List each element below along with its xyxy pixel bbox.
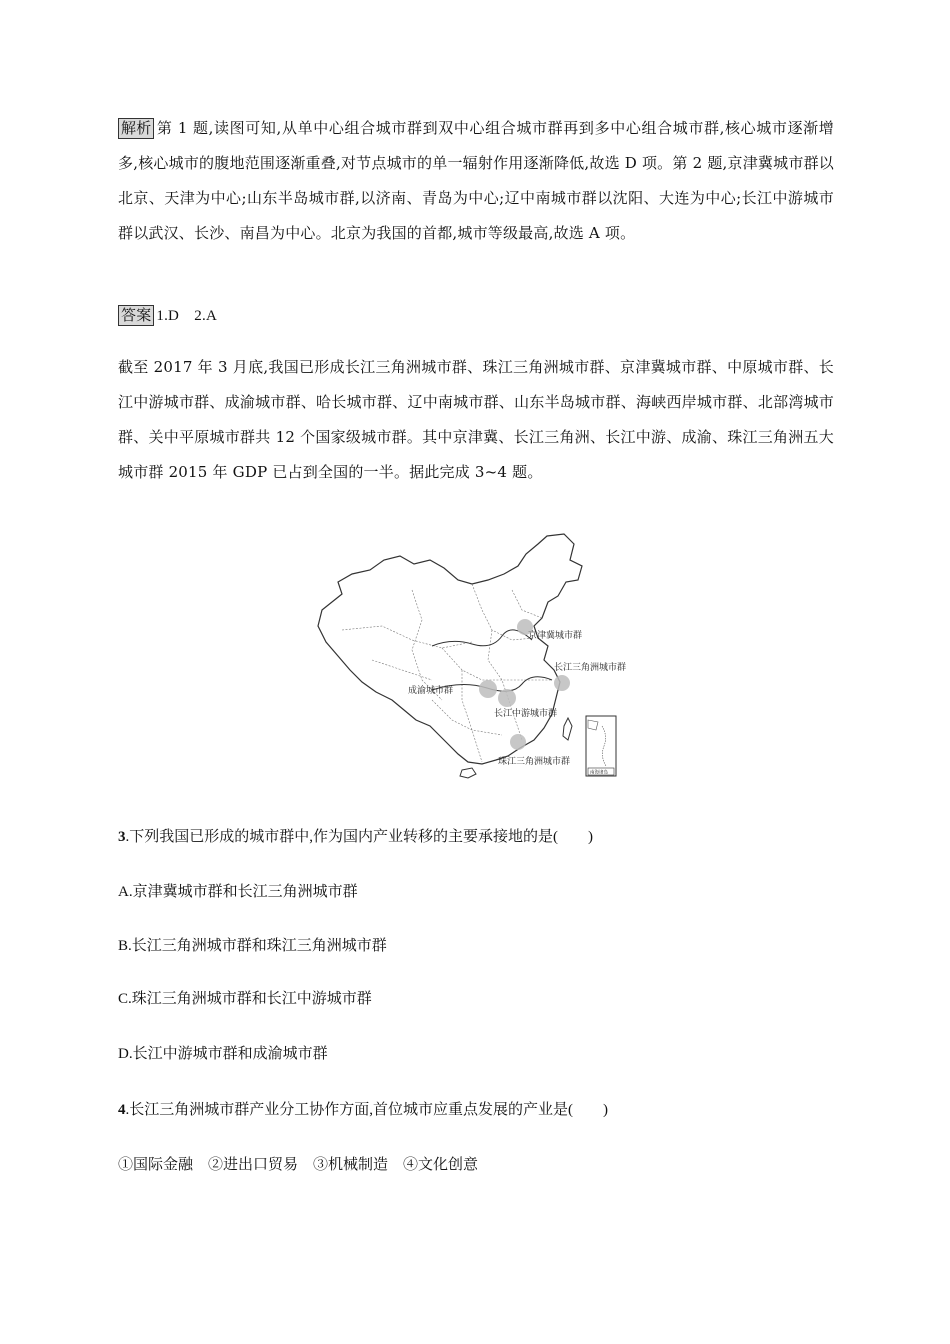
answer-text: 1.D 2.A <box>156 308 217 324</box>
question-3-option-c: C.珠江三角洲城市群和长江中游城市群 <box>118 991 372 1007</box>
pearl-delta-marker <box>510 734 526 750</box>
pearl-delta-label: 珠江三角洲城市群 <box>498 757 571 767</box>
hainan-island <box>460 768 476 778</box>
analysis-text: 第 1 题,读图可知,从单中心组合城市群到双中心组合城市群再到多中心组合城市群,核心城市逐渐增多,核心城市的腹地范围逐渐重叠,对节点城市的单一辐射作用逐渐降低,故选 D 项。第 2 题,京津冀城市群以北京、天津为中心;山东半岛城市群,以济南、青岛为中心;辽中南城市群以沈阳、大连为中心;长江中游城市群以武汉、长沙、南昌为中心。北京为我国的首都,城市等级最高,故选 A 项。 <box>118 119 834 242</box>
analysis-paragraph <box>118 111 834 251</box>
intro-paragraph: 截至 2017 年 3 月底,我国已形成长江三角洲城市群、珠江三角洲城市群、京津冀城市群、中原城市群、长江中游城市群、成渝城市群、哈长城市群、辽中南城市群、山东半岛城市群、海峡西岸城市群、北部湾城市群、关中平原城市群共 12 个国家级城市群。其中京津冀、长江三角洲、长江中游、成渝、珠江三角洲五大城市群 2015 年 GDP 已占到全国的一半。据此完成 3~4 题。 <box>118 358 834 481</box>
question-3-text: .下列我国已形成的城市群中,作为国内产业转移的主要承接地的是( ) <box>125 829 593 845</box>
inset-title: 南海诸岛 <box>590 770 608 776</box>
jingjinji-label: 京津冀城市群 <box>528 631 583 641</box>
analysis-tag: 解析 <box>118 118 154 139</box>
chengyu-marker <box>479 680 497 698</box>
yangtze-delta-label: 长江三角洲城市群 <box>554 663 627 673</box>
yangtze-delta-marker <box>554 675 570 691</box>
yangtze-middle-marker <box>498 689 516 707</box>
question-3-option-d: D.长江中游城市群和成渝城市群 <box>118 1046 328 1062</box>
question-4-stem <box>118 1098 608 1122</box>
chengyu-label: 成渝城市群 <box>408 686 454 696</box>
question-4-text: .长江三角洲城市群产业分工协作方面,首位城市应重点发展的产业是( ) <box>125 1102 608 1118</box>
question-3-stem <box>118 825 593 849</box>
yangtze-middle-label: 长江中游城市群 <box>494 709 558 719</box>
question-3-option-a: A.京津冀城市群和长江三角洲城市群 <box>118 884 358 900</box>
china-outline <box>318 534 582 764</box>
south-china-sea-inset <box>586 716 616 776</box>
taiwan-island <box>563 718 572 740</box>
question-4-number: 4 <box>118 1102 126 1118</box>
question-3-number: 3 <box>118 829 126 845</box>
answer-tag: 答案 <box>118 305 154 326</box>
answer-paragraph <box>118 298 834 334</box>
question-4-items: ①国际金融 ②进出口贸易 ③机械制造 ④文化创意 <box>118 1157 479 1173</box>
question-3-option-b: B.长江三角洲城市群和珠江三角洲城市群 <box>118 938 387 954</box>
china-urban-agglomeration-map <box>312 530 632 780</box>
